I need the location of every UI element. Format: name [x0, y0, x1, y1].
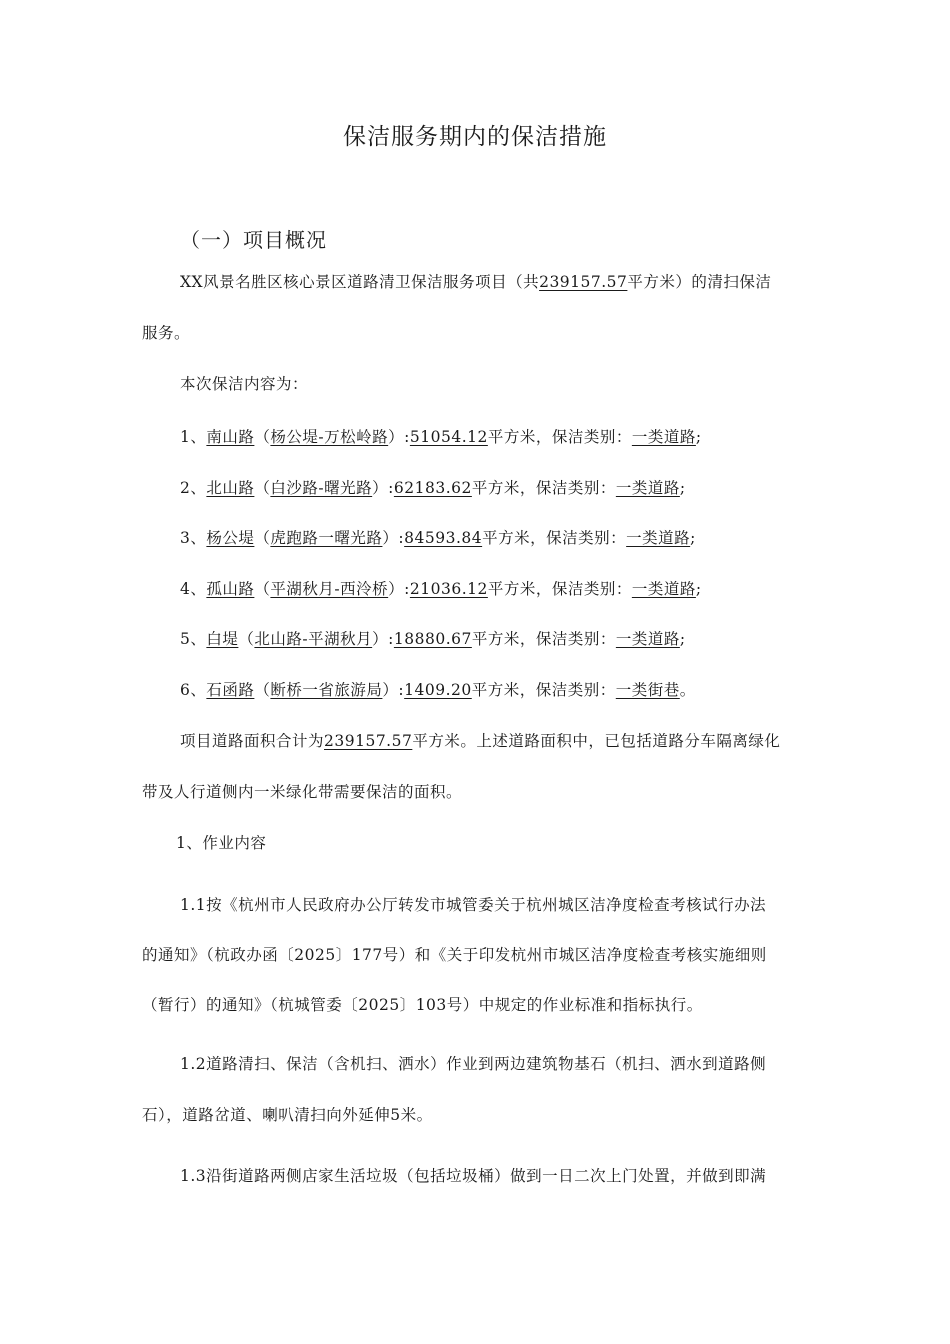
- road-unit-label: 平方米，保洁类别：: [471, 630, 616, 648]
- work-content-heading: 1、作业内容: [176, 834, 267, 852]
- road-area: 1409.20: [404, 680, 472, 699]
- road-range: 北山路-平湖秋月: [254, 630, 373, 648]
- section-heading: （一）项目概况: [180, 228, 327, 252]
- road-item: [180, 477, 686, 499]
- road-range: 虎跑路一曙光路: [270, 529, 383, 547]
- intro-paragraph-line-1: [180, 271, 771, 293]
- paren-open: （: [254, 478, 271, 497]
- road-item: [180, 679, 696, 701]
- paren-open: （: [254, 680, 271, 699]
- road-end-mark: ;: [695, 428, 702, 446]
- road-range: 白沙路-曙光路: [270, 478, 373, 497]
- summary-line-2: 带及人行道侧内一米绿化带需要保洁的面积。: [142, 783, 463, 801]
- road-name: 白堤: [206, 630, 239, 648]
- summary-text-b: 平方米。上述道路面积中，已包括道路分车隔离绿化: [412, 732, 781, 750]
- paren-close: ）:: [382, 680, 405, 699]
- road-category: 一类街巷: [615, 680, 680, 699]
- road-number: 1、: [180, 428, 207, 446]
- road-category: 一类道路: [631, 579, 696, 598]
- road-category: 一类道路: [631, 428, 696, 446]
- intro-text-b: 平方米）的清扫保洁: [627, 273, 772, 291]
- road-unit-label: 平方米，保洁类别：: [482, 529, 627, 547]
- item-1-1-line-1: 1.1按《杭州市人民政府办公厅转发市城管委关于杭州城区洁净度检查考核试行办法: [180, 896, 767, 914]
- page-title: 保洁服务期内的保洁措施: [343, 124, 607, 150]
- paren-open: （: [238, 630, 255, 648]
- road-area: 18880.67: [393, 630, 472, 648]
- paren-close: ）:: [388, 579, 410, 598]
- road-name: 北山路: [206, 478, 255, 497]
- road-item: [180, 578, 702, 600]
- road-number: 4、: [180, 579, 207, 598]
- summary-line-1: [180, 730, 780, 752]
- item-1-1-line-3: （暂行）的通知》（杭城管委〔2025〕103号）中规定的作业标准和指标执行。: [142, 996, 703, 1014]
- road-number: 2、: [180, 478, 207, 497]
- road-name: 杨公堤: [206, 529, 255, 547]
- road-name: 孤山路: [206, 579, 255, 598]
- road-number: 5、: [180, 630, 207, 648]
- road-unit-label: 平方米，保洁类别：: [471, 680, 616, 699]
- intro-text-a: XX风景名胜区核心景区道路清卫保洁服务项目（共: [180, 273, 540, 291]
- intro-paragraph-line-2: 服务。: [142, 324, 191, 342]
- road-area: 62183.62: [393, 478, 472, 497]
- road-category: 一类道路: [626, 529, 691, 547]
- paren-close: ）:: [372, 630, 394, 648]
- road-name: 石函路: [206, 680, 255, 699]
- road-item: [180, 628, 686, 650]
- road-end-mark: ;: [690, 529, 696, 547]
- road-number: 6、: [180, 680, 207, 699]
- item-1-2-line-2: 石），道路岔道、喇叭清扫向外延伸5米。: [142, 1106, 433, 1124]
- road-item: [180, 426, 702, 448]
- road-category: 一类道路: [615, 478, 680, 497]
- road-item: [180, 527, 696, 549]
- intro-content-label: 本次保洁内容为：: [180, 375, 309, 393]
- item-1-2-line-1: 1.2道路清扫、保洁（含机扫、洒水）作业到两边建筑物基石（机扫、洒水到道路侧: [180, 1055, 767, 1073]
- road-end-mark: ;: [679, 478, 686, 497]
- paren-open: （: [254, 579, 271, 598]
- paren-open: （: [254, 529, 271, 547]
- road-area: 84593.84: [404, 529, 483, 547]
- road-end-mark: ;: [695, 579, 702, 598]
- road-range: 断桥一省旅游局: [270, 680, 383, 699]
- summary-text-a: 项目道路面积合计为: [180, 732, 325, 750]
- road-number: 3、: [180, 529, 207, 547]
- intro-total-area: 239157.57: [539, 273, 628, 291]
- road-unit-label: 平方米，保洁类别：: [487, 579, 632, 598]
- paren-close: ）:: [388, 428, 410, 446]
- road-range: 杨公堤-万松岭路: [270, 428, 389, 446]
- road-end-mark: 。: [679, 680, 696, 699]
- road-category: 一类道路: [615, 630, 680, 648]
- paren-open: （: [254, 428, 271, 446]
- paren-close: ）:: [372, 478, 394, 497]
- road-area: 51054.12: [409, 428, 488, 446]
- road-name: 南山路: [206, 428, 255, 446]
- summary-total-area: 239157.57: [324, 732, 413, 750]
- paren-close: ）:: [382, 529, 405, 547]
- road-unit-label: 平方米，保洁类别：: [487, 428, 632, 446]
- road-unit-label: 平方米，保洁类别：: [471, 478, 616, 497]
- road-area: 21036.12: [409, 579, 488, 598]
- road-end-mark: ;: [679, 630, 686, 648]
- road-range: 平湖秋月-西泠桥: [270, 579, 389, 598]
- item-1-3-line-1: 1.3沿街道路两侧店家生活垃圾（包括垃圾桶）做到一日二次上门处置，并做到即满: [180, 1167, 767, 1185]
- item-1-1-line-2: 的通知》（杭政办函〔2025〕177号）和《关于印发杭州市城区洁净度检查考核实施细则: [142, 946, 767, 964]
